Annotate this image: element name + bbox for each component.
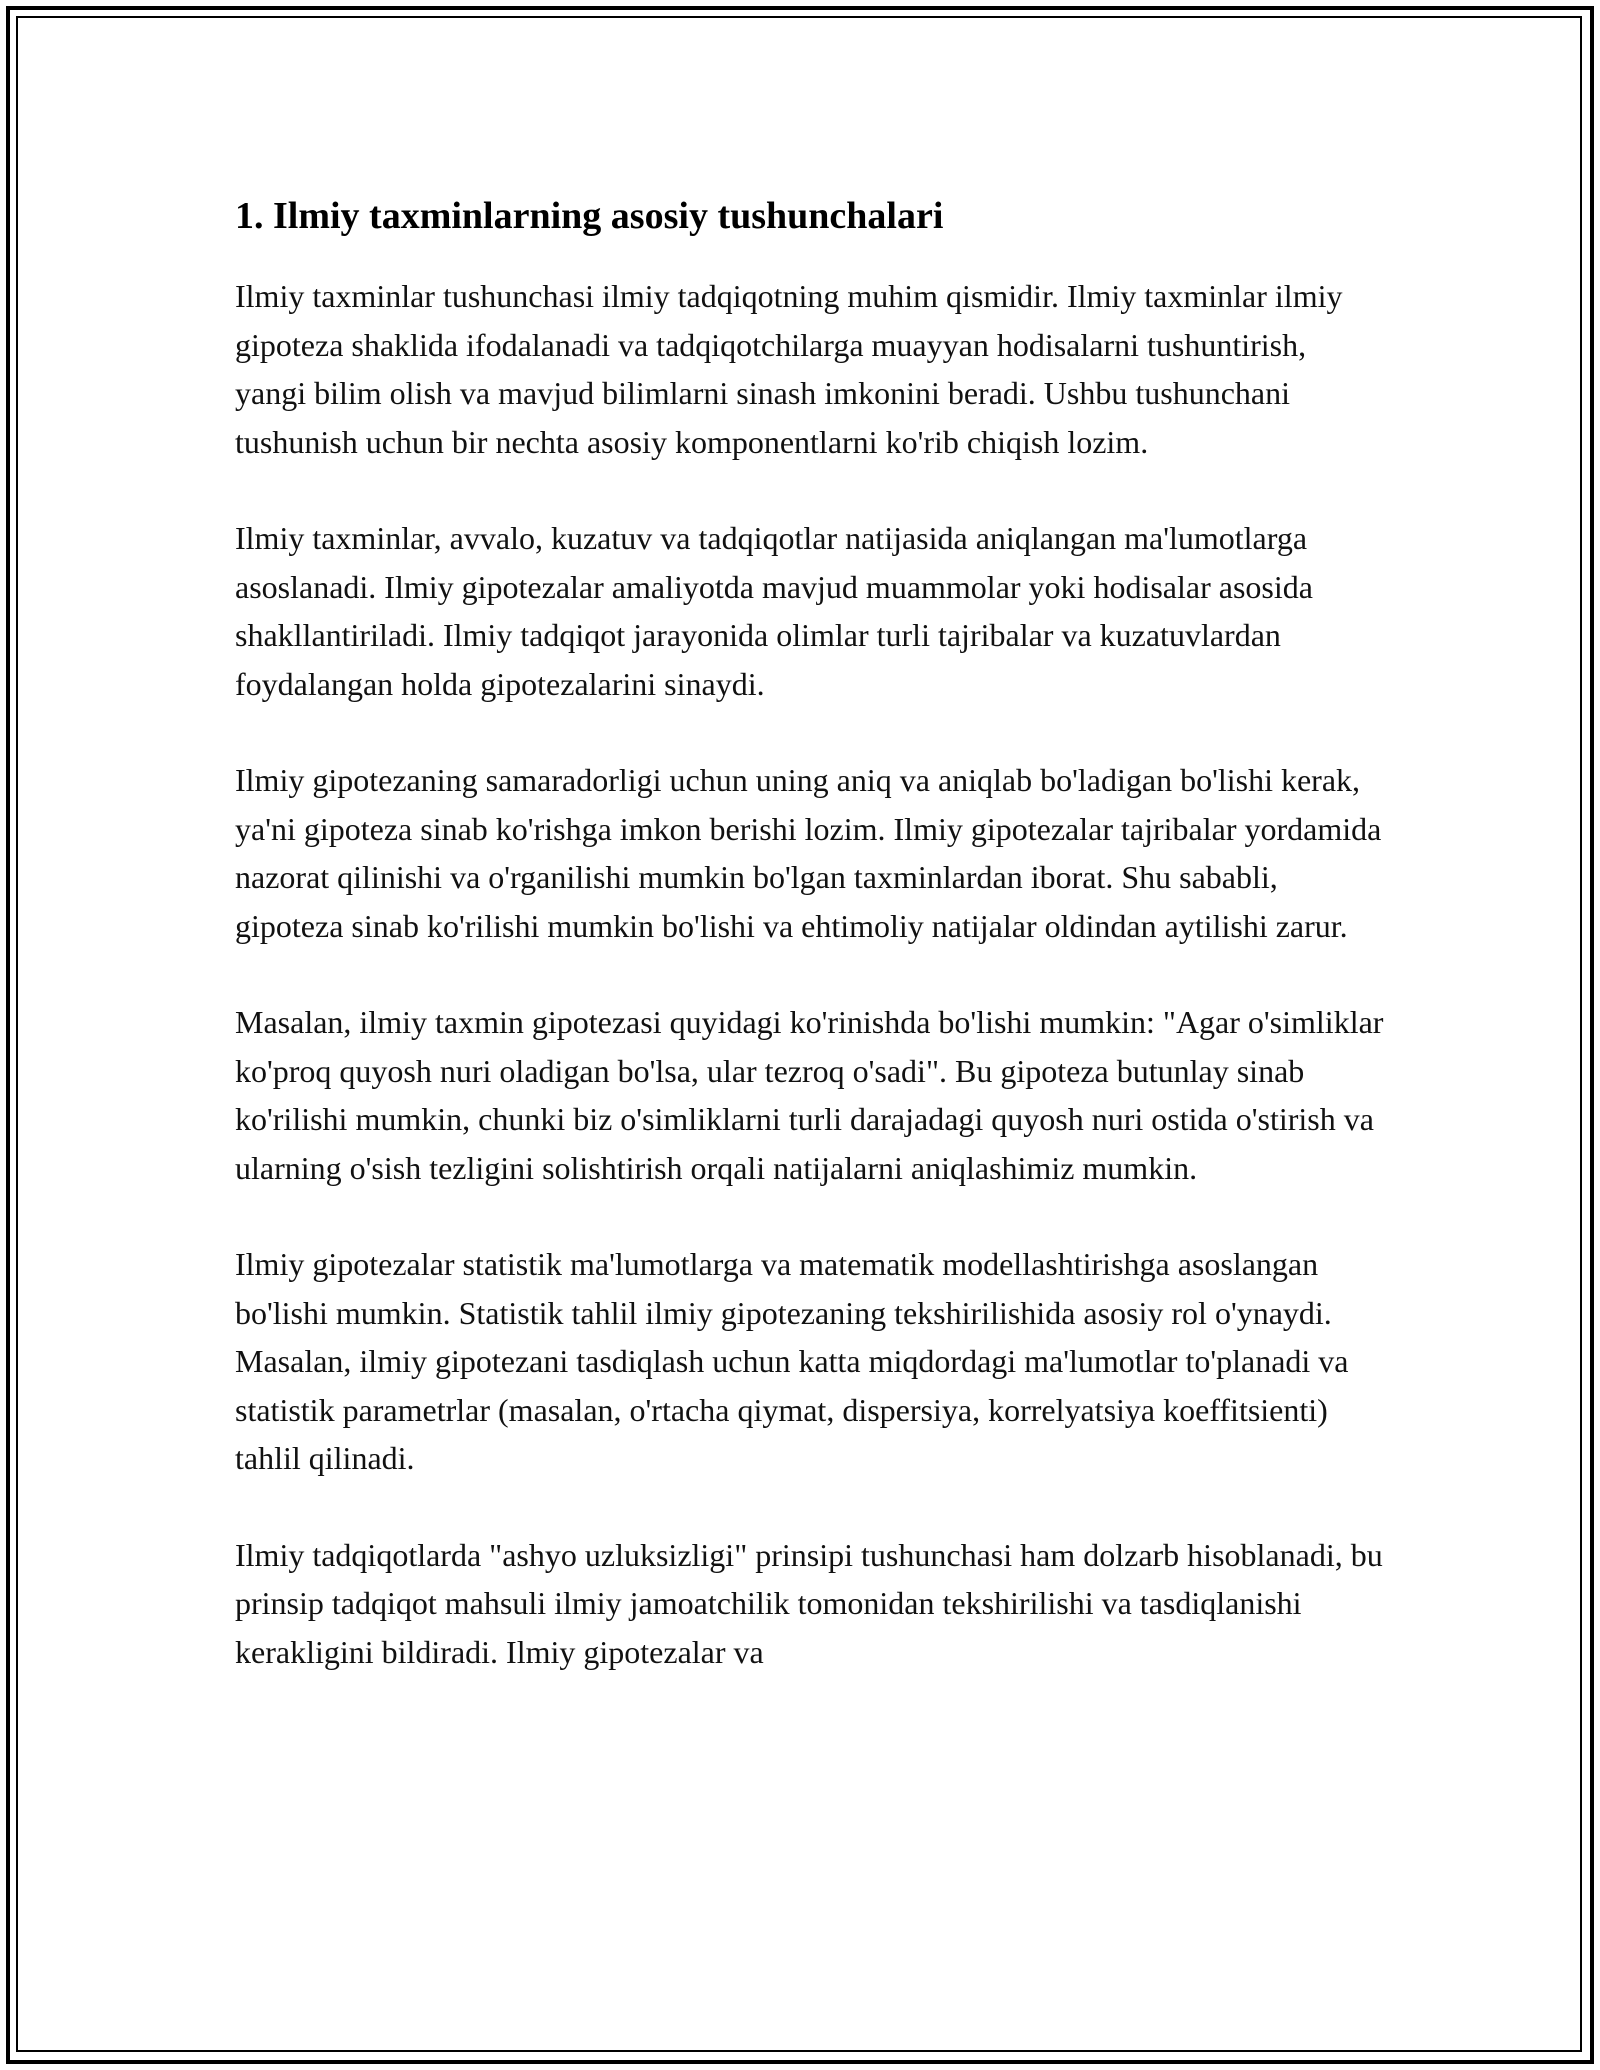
paragraph-5: Ilmiy gipotezalar statistik ma'lumotlarga va matematik modellashtirishga asoslangan bo'lishi mumkin. Statistik tahlil ilmiy gipotezaning tekshirilishida asosiy rol o'ynaydi. Masalan, ilmiy gipotezani tasdiqlash uchun katta miqdordagi ma'lumotlar to'planadi va statistik parametrlar (masalan, o'rtacha qiymat, dispersiya, korrelyatsiya koeffitsienti) tahlil qilinadi.	[235, 1246, 1349, 1476]
paragraph-4: Masalan, ilmiy taxmin gipotezasi quyidagi ko'rinishda bo'lishi mumkin: "Agar o'simliklar ko'proq quyosh nuri oladigan bo'lsa, ular tezroq o'sadi". Bu gipoteza butunlay sinab ko'rilishi mumkin, chunki biz o'simliklarni turli darajadagi quyosh nuri ostida o'stirish va ularning o'sish tezligini solishtirish orqali natijalarni aniqlashimiz mumkin.	[235, 1004, 1384, 1186]
page-content	[235, 188, 1385, 1724]
paragraph-1: Ilmiy taxminlar tushunchasi ilmiy tadqiqotning muhim qismidir. Ilmiy taxminlar ilmiy gipoteza shaklida ifodalanadi va tadqiqotchilarga muayyan hodisalarni tushuntirish, yangi bilim olish va mavjud bilimlarni sinash imkonini beradi. Ushbu tushunchani tushunish uchun bir nechta asosiy komponentlarni ko'rib chiqish lozim.	[235, 278, 1343, 460]
paragraph-3: Ilmiy gipotezaning samaradorligi uchun uning aniq va aniqlab bo'ladigan bo'lishi kerak, ya'ni gipoteza sinab ko'rishga imkon berishi lozim. Ilmiy gipotezalar tajribalar yordamida nazorat qilinishi va o'rganilishi mumkin bo'lgan taxminlardan iborat. Shu sababli, gipoteza sinab ko'rilishi mumkin bo'lishi va ehtimoliy natijalar oldindan aytilishi zarur.	[235, 762, 1382, 944]
paragraph-6: Ilmiy tadqiqotlarda "ashyo uzluksizligi" prinsipi tushunchasi ham dolzarb hisoblanadi, bu prinsip tadqiqot mahsuli ilmiy jamoatchilik tomonidan tekshirilishi va tasdiqlanishi kerakligini bildiradi. Ilmiy gipotezalar va	[235, 1536, 1383, 1670]
paragraph-2: Ilmiy taxminlar, avvalo, kuzatuv va tadqiqotlar natijasida aniqlangan ma'lumotlarga asoslanadi. Ilmiy gipotezalar amaliyotda mavjud muammolar yoki hodisalar asosida shakllantiriladi. Ilmiy tadqiqot jarayonida olimlar turli tajribalar va kuzatuvlardan foydalangan holda gipotezalarini sinaydi.	[235, 520, 1313, 702]
section-heading: 1. Ilmiy taxminlarning asosiy tushunchalari	[235, 195, 944, 237]
